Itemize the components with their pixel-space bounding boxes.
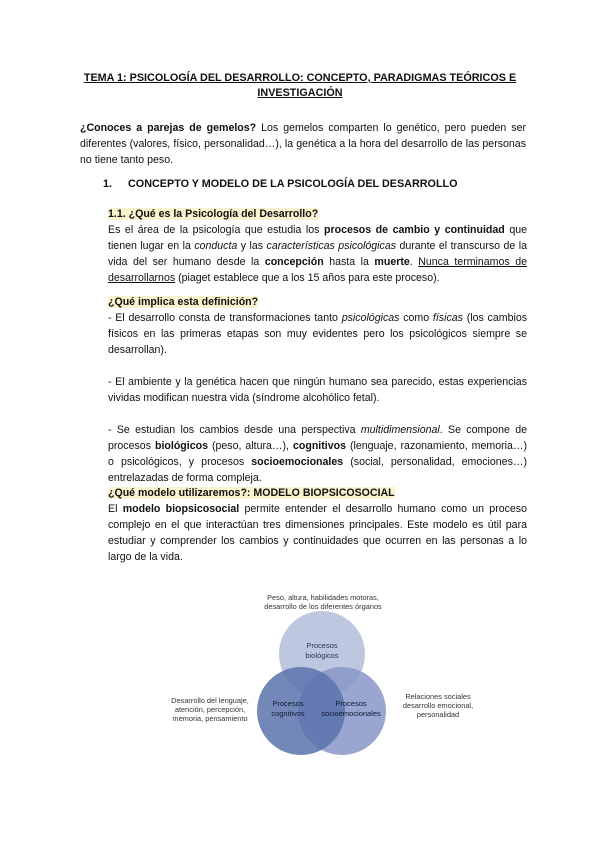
text-run: (peso, altura…), <box>207 440 293 452</box>
title-line-2: INVESTIGACIÓN <box>257 87 343 99</box>
italic-run: conducta <box>194 240 238 252</box>
circle-top-line-2: biológicos <box>305 651 339 660</box>
text-run: hasta la <box>323 256 375 268</box>
circle-left-line-2: cognitivos <box>271 709 305 718</box>
label-line: Desarrollo del lenguaje, <box>171 696 249 705</box>
label-line: memoria, pensamiento <box>172 714 248 723</box>
implica-heading: ¿Qué implica esta definición? <box>108 296 259 308</box>
intro-text: Los gemelos comparten lo genético, pero pueden ser diferentes (valores, físico, personalidad…), la genética a la hora del desarrollo de las personas no tiene tanto peso. <box>80 122 527 166</box>
bold-run: cognitivos <box>293 440 346 452</box>
title-line-1: TEMA 1: PSICOLOGÍA DEL DESARROLLO: CONCEPTO, PARADIGMAS TEÓRICOS E <box>83 72 517 84</box>
label-line: desarrollo de los diferentes órganos <box>264 602 382 611</box>
implica-paragraph-2: - El ambiente y la genética hacen que ningún humano sea parecido, estas experiencias vividas modifican nuestra vida (síndrome alcohólico fetal). <box>108 376 527 404</box>
italic-run: multidimensional <box>360 424 440 436</box>
italic-run: características psicológicas <box>266 240 397 252</box>
text-run: como <box>399 312 433 324</box>
intro-question: ¿Conoces a parejas de gemelos? <box>80 122 257 134</box>
label-biologicos <box>228 593 418 611</box>
label-line: Relaciones sociales <box>405 692 471 701</box>
label-socioemocionales <box>388 692 488 719</box>
text-run: (lenguaje, razonamiento, memoria…) o psicológicos, y procesos <box>108 440 527 468</box>
circle-right-line-1: Procesos <box>335 699 367 708</box>
label-line: Peso, altura, habilidades motoras, <box>267 593 379 602</box>
text-run: durante el transcurso de la vida del ser humano desde la <box>108 240 527 268</box>
label-line: atención, percepción, <box>174 705 246 714</box>
text-run: . Se compone de procesos <box>108 424 527 452</box>
text-run: - El desarrollo consta de transformaciones tanto <box>108 312 342 324</box>
text-run: permite entender el desarrollo humano como un proceso complejo en el que interactúan tres dimensiones principales. Este modelo es útil para estudiar y comprender los cambios y continuidades que ocurren en las personas a lo largo de la vida. <box>108 503 527 563</box>
label-line: personalidad <box>416 710 460 719</box>
section-1-title: CONCEPTO Y MODELO DE LA PSICOLOGÍA DEL DESARROLLO <box>128 178 458 190</box>
section-1-number: 1. <box>103 178 113 190</box>
bold-run: biológicos <box>155 440 208 452</box>
bold-run: concepción <box>264 256 324 268</box>
underlined-run: Nunca terminamos de desarrollarnos <box>108 256 528 284</box>
text-run: Es el área de la psicología que estudia los <box>108 224 325 236</box>
text-run: que tienen lugar en la <box>108 224 527 252</box>
text-run: (piaget establece que a los 15 años para este proceso). <box>175 272 440 284</box>
bold-run: muerte <box>374 256 410 268</box>
text-run: y las <box>237 240 267 252</box>
text-run: El <box>108 503 123 515</box>
italic-run: físicas <box>432 312 463 324</box>
circle-left-line-1: Procesos <box>272 699 304 708</box>
subsection-1-1-heading: 1.1. ¿Qué es la Psicología del Desarrollo? <box>108 208 319 220</box>
text-run: . <box>409 256 419 268</box>
text-run: (social, personalidad, emociones…) entrelazadas de forma compleja. <box>108 456 527 484</box>
text-run: (los cambios físicos en las primeras etapas son muy evidentes pero los psicológicos siempre se desarrollan). <box>108 312 528 356</box>
modelo-heading: ¿Qué modelo utilizaremos?: MODELO BIOPSICOSOCIAL <box>108 487 395 499</box>
circle-top-line-1: Procesos <box>306 641 338 650</box>
label-line: desarrollo emocional, <box>402 701 474 710</box>
text-run: - Se estudian los cambios desde una perspectiva <box>108 424 361 436</box>
italic-run: psicológicas <box>341 312 400 324</box>
bold-run: modelo biopsicosocial <box>122 503 240 515</box>
bold-run: procesos de cambio y continuidad <box>324 224 505 236</box>
bold-run: socioemocionales <box>251 456 344 468</box>
circle-right-line-2: socioemocionales <box>321 709 381 718</box>
label-cognitivos <box>160 696 260 723</box>
